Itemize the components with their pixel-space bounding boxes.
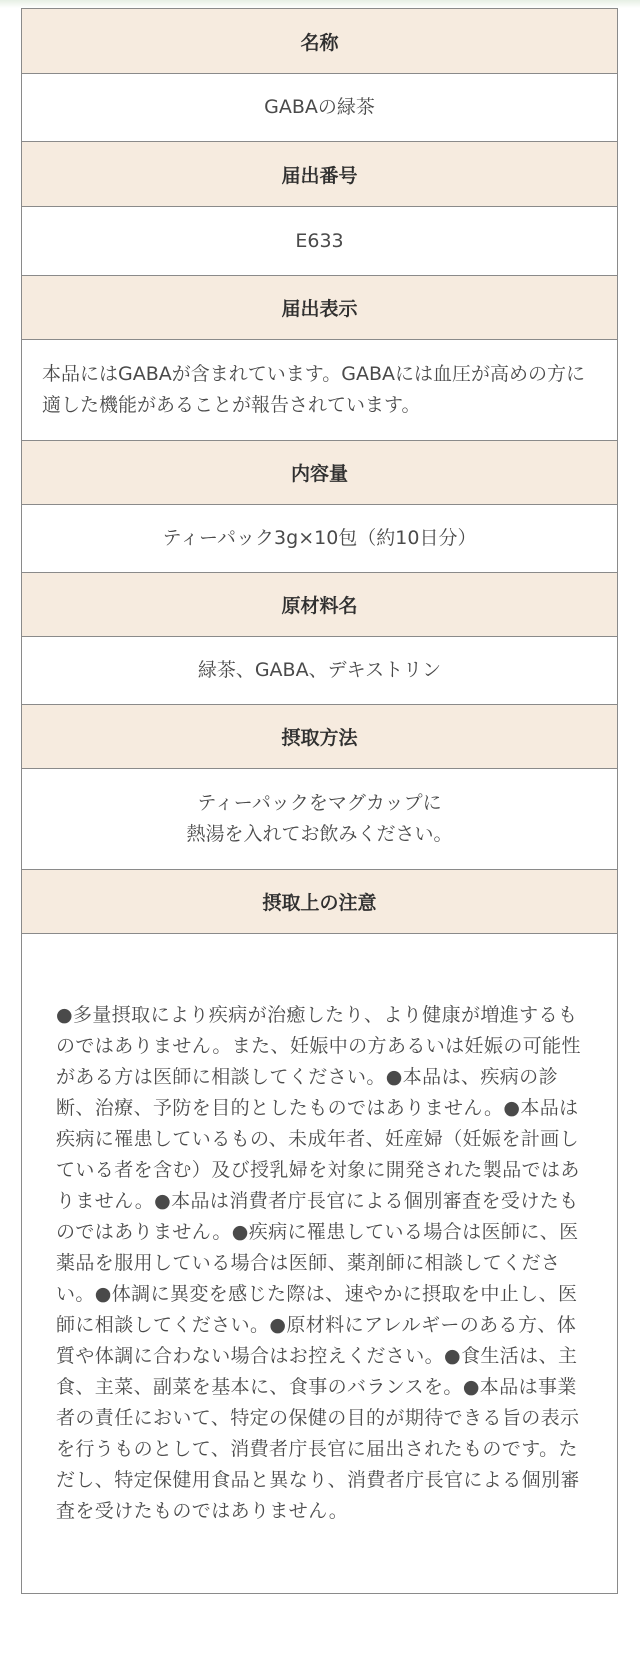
row-content-value bbox=[22, 505, 618, 573]
header-cautions: 摂取上の注意 bbox=[22, 870, 618, 934]
row-content-header bbox=[22, 441, 618, 505]
value-claim: 本品にはGABAが含まれています。GABAには血圧が高めの方に適した機能があることが報告されています。 bbox=[22, 340, 618, 441]
row-cautions-header bbox=[22, 870, 618, 934]
row-notification-number-header bbox=[22, 142, 618, 207]
row-cautions-value bbox=[22, 934, 618, 1594]
value-notification-number: E633 bbox=[22, 207, 618, 276]
value-ingredients: 緑茶、GABA、デキストリン bbox=[22, 637, 618, 705]
header-directions: 摂取方法 bbox=[22, 705, 618, 769]
header-claim: 届出表示 bbox=[22, 276, 618, 340]
header-ingredients: 原材料名 bbox=[22, 573, 618, 637]
row-directions-value bbox=[22, 769, 618, 870]
header-notification-number: 届出番号 bbox=[22, 142, 618, 207]
header-name: 名称 bbox=[22, 9, 618, 74]
header-content: 内容量 bbox=[22, 441, 618, 505]
row-ingredients-header bbox=[22, 573, 618, 637]
value-directions bbox=[22, 769, 618, 870]
row-claim-header bbox=[22, 276, 618, 340]
directions-line-1: ティーパックをマグカップに bbox=[197, 792, 442, 814]
row-ingredients-value bbox=[22, 637, 618, 705]
row-name-value bbox=[22, 74, 618, 142]
row-claim-value bbox=[22, 340, 618, 441]
value-content: ティーパック3g×10包（約10日分） bbox=[22, 505, 618, 573]
value-name: GABAの緑茶 bbox=[22, 74, 618, 142]
row-notification-number-value bbox=[22, 207, 618, 276]
product-info-table bbox=[21, 8, 618, 1594]
row-name-header bbox=[22, 9, 618, 74]
directions-line-2: 熱湯を入れてお飲みください。 bbox=[186, 823, 453, 845]
row-directions-header bbox=[22, 705, 618, 769]
value-cautions: ●多量摂取により疾病が治癒したり、より健康が増進するものではありません。また、妊娠中の方あるいは妊娠の可能性がある方は医師に相談してください。●本品は、疾病の診断、治療、予防を目的としたものではありません。●本品は疾病に罹患しているもの、未成年者、妊産婦（妊娠を計画している者を含む）及び授乳婦を対象に開発された製品ではありません。●本品は消費者庁長官による個別審査を受けたものではありません。●疾病に罹患している場合は医師に、医薬品を服用している場合は医師、薬剤師に相談してください。●体調に異変を感じた際は、速やかに摂取を中止し、医師に相談してください。●原材料にアレルギーのある方、体質や体調に合わない場合はお控えください。●食生活は、主食、主菜、副菜を基本に、食事のバランスを。●本品は事業者の責任において、特定の保健の目的が期待できる旨の表示を行うものとして、消費者庁長官に届出されたものです。ただし、特定保健用食品と異なり、消費者庁長官による個別審査を受けたものではありません。 bbox=[22, 934, 618, 1594]
top-background-band bbox=[0, 0, 640, 8]
